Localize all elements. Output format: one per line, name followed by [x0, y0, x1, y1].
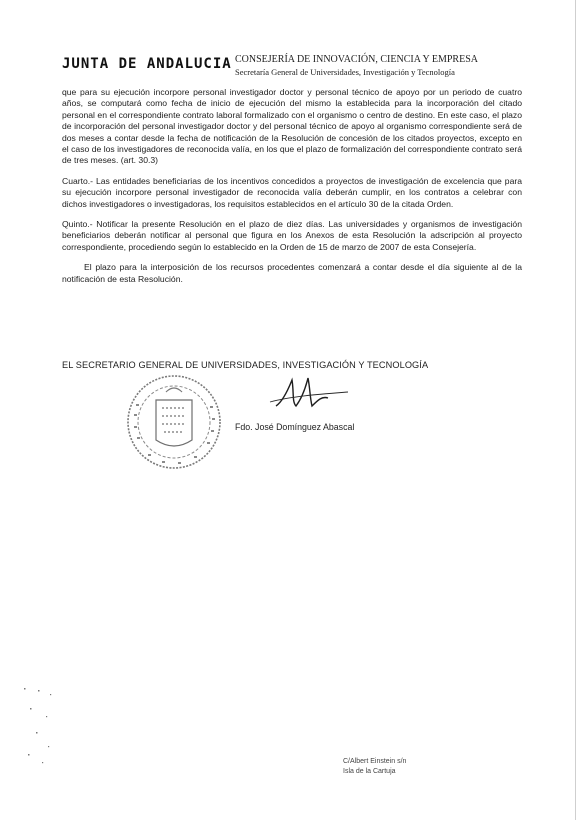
paragraph-continuation: que para su ejecución incorpore personal investigador doctor y personal técnico de apoyo por un periodo de cuatro años, se computará como fecha de inicio de ejecución del mismo la establecida para la incorporación del citado personal en el correspondiente contrato laboral formalizado con el organismo o centro de destino. En este caso, el plazo de incorporación del personal investigador doctor y del personal técnico de apoyo al organismo correspondiente será de dos meses a contar desde la fecha de notificación de la Resolución de concesión de los citados proyectos, excepto en el caso de los investigadores de reconocida valía, en los que el plazo de formalización del correspondiente contrato será de tres meses. (art. 30.3) [62, 87, 522, 166]
signed-by: Fdo. José Domínguez Abascal [235, 422, 355, 432]
brand-name: JUNTA DE ANDALUCIA [62, 56, 232, 72]
paragraph-plazo: El plazo para la interposición de los recursos procedentes comenzará a contar desde el día siguiente al de la notificación de esta Resolución. [62, 262, 522, 284]
ministry-name: CONSEJERÍA DE INNOVACIÓN, CIENCIA Y EMPRESA [235, 54, 478, 65]
organization-block [235, 54, 478, 78]
paragraph-quinto: Quinto.- Notificar la presente Resolución en el plazo de diez días. Las universidades y organismos de investigación beneficiarios deberán notificar al personal que figura en los Anexos de esta Resolución la adscripción al proyecto correspondiente, procediendo según lo establecido en la Orden de 15 de marzo de 2007 de esta Consejería. [62, 219, 522, 252]
official-seal-stamp [122, 370, 228, 474]
handwritten-signature [262, 372, 352, 412]
footer-address [343, 757, 406, 777]
address-area: Isla de la Cartuja [343, 768, 396, 775]
document-body [62, 87, 522, 294]
scan-specks [20, 680, 80, 770]
paragraph-cuarto: Cuarto.- Las entidades beneficiarias de los incentivos concedidos a proyectos de investigación de excelencia que para su ejecución incorpore personal investigador de reconocida valía deberán cumplir, en los contratos a celebrar con dichos investigadores o investigadoras, los requisitos establecidos en el artículo 30 de la citada Orden. [62, 175, 522, 209]
scan-edge [575, 0, 576, 820]
letterhead [0, 50, 580, 84]
address-street: C/Albert Einstein s/n [343, 758, 407, 765]
signatory-title: EL SECRETARIO GENERAL DE UNIVERSIDADES, INVESTIGACIÓN Y TECNOLOGÍA [62, 360, 429, 370]
department-name: Secretaría General de Universidades, Investigación y Tecnología [235, 67, 455, 77]
